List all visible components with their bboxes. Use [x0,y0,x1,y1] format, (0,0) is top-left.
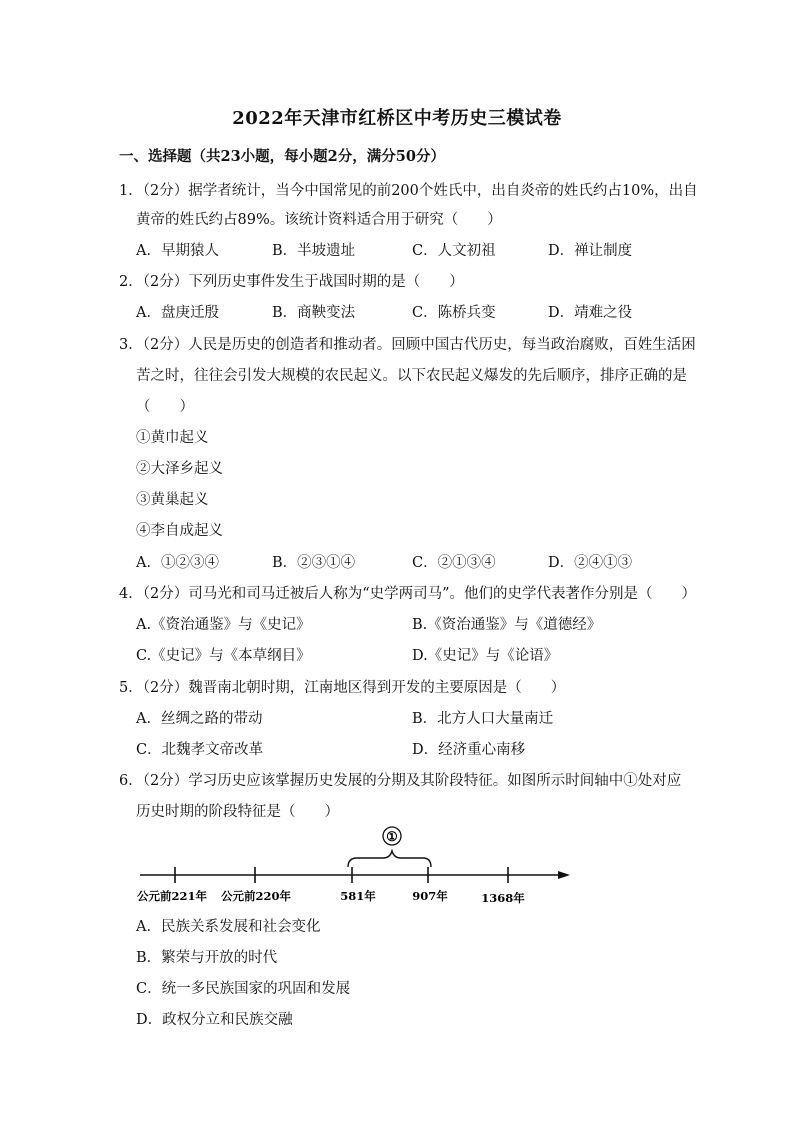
question-6-line-2: 历史时期的阶段特征是（ ） [136,804,339,820]
q1-option-b: B．半坡遗址 [272,243,356,259]
tick-label-3: 581年 [340,889,376,903]
q4-option-b: B.《资治通鉴》与《道德经》 [412,617,602,633]
q3-item-3: ③黄巢起义 [136,492,209,508]
question-3-line-3: （ ） [136,399,194,415]
q3-item-1: ①黄巾起义 [136,430,209,446]
question-1-line-2: 黄帝的姓氏约占89%。该统计资料适合用于研究（ ） [136,212,502,228]
timeline-marker-group [348,827,431,867]
marker-label: ① [386,830,398,845]
q6-option-c: C．统一多民族国家的巩固和发展 [136,981,351,997]
q5-option-b: B．北方人口大量南迁 [412,711,554,727]
q3-option-b: B．②③①④ [272,555,356,571]
tick-label-4: 907年 [412,889,448,903]
q1-option-d: D．禅让制度 [548,243,633,259]
q6-option-d: D．政权分立和民族交融 [136,1012,293,1028]
question-2-line-1: 2．（2分）下列历史事件发生于战国时期的是（ ） [119,274,464,290]
q1-option-a: A．早期猿人 [136,243,219,259]
q3-option-d: D．②④①③ [548,555,633,571]
q5-option-a: A．丝绸之路的带动 [136,711,263,727]
q3-option-a: A．①②③④ [136,555,219,571]
tick-label-5: 1368年 [481,891,525,905]
q6-option-a: A．民族关系发展和社会变化 [136,919,321,935]
q2-option-b: B．商鞅变法 [272,305,356,321]
q6-option-b: B．繁荣与开放的时代 [136,950,278,966]
question-4-line-1: 4．（2分）司马光和司马迁被后人称为“史学两司马”。他们的史学代表著作分别是（ ） [119,586,697,602]
section-heading: 一、选择题（共23小题，每小题2分，满分50分） [119,148,445,165]
q4-option-c: C.《史记》与《本草纲目》 [136,648,311,664]
q2-option-c: C．陈桥兵变 [412,305,496,321]
q5-option-d: D．经济重心南移 [412,742,526,758]
q1-option-c: C．人文初祖 [412,243,496,259]
question-3-line-1: 3．（2分）人民是历史的创造者和推动者。回顾中国古代历史，每当政治腐败，百姓生活困 [119,337,696,353]
q4-option-d: D.《史记》与《论语》 [412,648,559,664]
page-title: 2022年天津市红桥区中考历史三模试卷 [232,108,562,129]
q3-option-c: C．②①③④ [412,555,496,571]
q5-option-c: C．北魏孝文帝改革 [136,742,264,758]
q4-option-a: A.《资治通鉴》与《史记》 [136,617,311,633]
timeline-figure [0,822,794,912]
question-6-line-1: 6．（2分）学习历史应该掌握历史发展的分期及其阶段特征。如图所示时间轴中①处对应 [119,773,682,789]
question-3-line-2: 苦之时，往往会引发大规模的农民起义。以下农民起义爆发的先后顺序，排序正确的是 [136,368,687,384]
question-1-line-1: 1．（2分）据学者统计，当今中国常见的前200个姓氏中，出自炎帝的姓氏约占10%，出自 [119,183,698,199]
period-brace [348,851,431,867]
timeline-arrowhead [558,871,570,879]
q3-item-4: ④李自成起义 [136,523,223,539]
q2-option-a: A．盘庚迁殷 [136,305,219,321]
tick-label-1: 公元前221年 [136,889,208,903]
tick-label-2: 公元前220年 [220,889,292,903]
question-5-line-1: 5．（2分）魏晋南北朝时期，江南地区得到开发的主要原因是（ ） [119,680,566,696]
q2-option-d: D．靖难之役 [548,305,633,321]
q3-item-2: ②大泽乡起义 [136,461,223,477]
